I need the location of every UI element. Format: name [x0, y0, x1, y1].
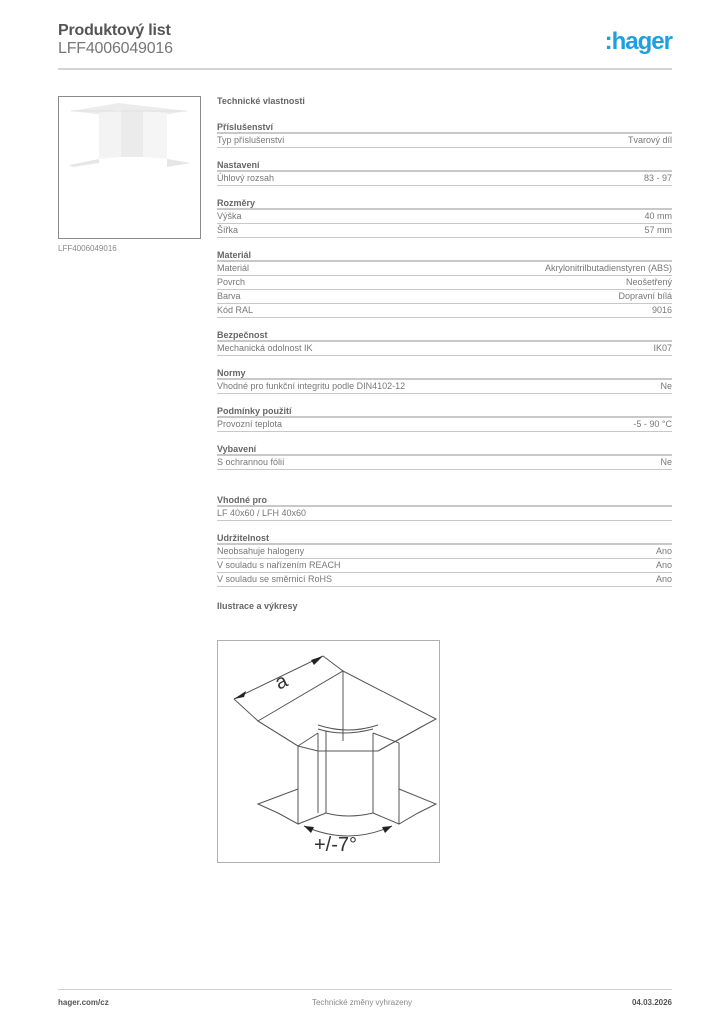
spec-group-title: Normy — [217, 367, 672, 380]
spec-group-title: Vybavení — [217, 443, 672, 456]
corner-piece-drawing-icon — [218, 641, 439, 862]
angle-label: +/-7° — [314, 834, 358, 856]
page-header — [58, 22, 672, 70]
spec-value: 40 mm — [644, 211, 672, 221]
spec-value: 83 - 97 — [643, 173, 672, 183]
spec-value: Ano — [655, 546, 672, 556]
product-photo-icon — [59, 97, 200, 238]
spec-label: Mechanická odolnost IK — [217, 343, 313, 353]
document-title: Produktový list — [58, 22, 171, 39]
product-image — [58, 96, 201, 239]
spec-group-dimensions — [217, 197, 672, 238]
spec-value: 57 mm — [644, 225, 672, 235]
spec-label: Vhodné pro funkční integritu podle DIN4102-12 — [217, 381, 406, 391]
spec-row — [217, 224, 672, 238]
spec-value: Ano — [655, 574, 672, 584]
spec-label: V souladu s nařízením REACH — [217, 560, 341, 570]
spec-row — [217, 276, 672, 290]
spec-group-equipment — [217, 443, 672, 470]
specs-heading: Technické vlastnosti — [217, 96, 305, 106]
spec-group-safety — [217, 329, 672, 356]
spec-value: Neošetřený — [625, 277, 672, 287]
product-image-caption: LFF4006049016 — [58, 244, 117, 253]
spec-value: Dopravní bílá — [618, 291, 672, 301]
spec-value: Ne — [660, 381, 672, 391]
spec-group-sustainability — [217, 532, 672, 587]
hager-logo: :hager — [604, 28, 672, 55]
illustrations-heading: Ilustrace a výkresy — [217, 601, 298, 611]
footer-date: 04.03.2026 — [631, 998, 672, 1007]
spec-group-accessories — [217, 121, 672, 148]
spec-row — [217, 262, 672, 276]
spec-label: Barva — [217, 291, 241, 301]
spec-row — [217, 545, 672, 559]
spec-label: Materiál — [217, 263, 250, 273]
spec-label: S ochrannou fólií — [217, 457, 285, 467]
spec-label: Úhlový rozsah — [217, 173, 275, 183]
spec-label: Povrch — [217, 277, 246, 287]
spec-value: Ano — [655, 560, 672, 570]
spec-row — [217, 418, 672, 432]
spec-value: 9016 — [651, 305, 672, 315]
spec-label: Typ příslušenství — [217, 135, 285, 145]
spec-group-conditions — [217, 405, 672, 432]
spec-group-title: Příslušenství — [217, 121, 672, 134]
header-divider — [58, 68, 672, 70]
spec-row — [217, 507, 672, 521]
spec-value: Ne — [660, 457, 672, 467]
spec-group-title: Materiál — [217, 249, 672, 262]
spec-label: Provozní teplota — [217, 419, 283, 429]
spec-label: Výška — [217, 211, 242, 221]
website-link[interactable]: hager.com/cz — [58, 998, 109, 1007]
spec-label: Kód RAL — [217, 305, 254, 315]
dimension-label: a — [271, 669, 292, 695]
spec-value: -5 - 90 °C — [633, 419, 672, 429]
spec-group-suitable-for — [217, 494, 672, 521]
spec-group-material — [217, 249, 672, 318]
product-code: LFF4006049016 — [58, 40, 173, 57]
spec-row — [217, 210, 672, 224]
spec-label: Neobsahuje halogeny — [217, 546, 305, 556]
spec-group-title: Udržitelnost — [217, 532, 672, 545]
spec-group-standards — [217, 367, 672, 394]
footer-notice: Technické změny vyhrazeny — [311, 998, 413, 1007]
spec-row — [217, 380, 672, 394]
technical-specifications — [217, 95, 672, 615]
spec-row — [217, 304, 672, 318]
spec-row — [217, 573, 672, 587]
spec-group-title: Vhodné pro — [217, 494, 672, 507]
spec-row — [217, 342, 672, 356]
spec-group-title: Bezpečnost — [217, 329, 672, 342]
spec-value: Akrylonitrilbutadienstyren (ABS) — [544, 263, 672, 273]
spec-row — [217, 456, 672, 470]
spec-value: Tvarový díl — [627, 135, 672, 145]
spec-value: IK07 — [653, 343, 672, 353]
spec-row — [217, 134, 672, 148]
spec-group-title: Rozměry — [217, 197, 672, 210]
footer-divider — [58, 989, 672, 990]
spec-group-title: Podmínky použití — [217, 405, 672, 418]
spec-row — [217, 559, 672, 573]
spec-label: Šířka — [217, 225, 239, 235]
technical-drawing — [217, 640, 440, 863]
spec-group-settings — [217, 159, 672, 186]
spec-group-title: Nastavení — [217, 159, 672, 172]
spec-row — [217, 172, 672, 186]
spec-label: LF 40x60 / LFH 40x60 — [217, 508, 307, 518]
spec-label: V souladu se směrnicí RoHS — [217, 574, 333, 584]
spec-row — [217, 290, 672, 304]
